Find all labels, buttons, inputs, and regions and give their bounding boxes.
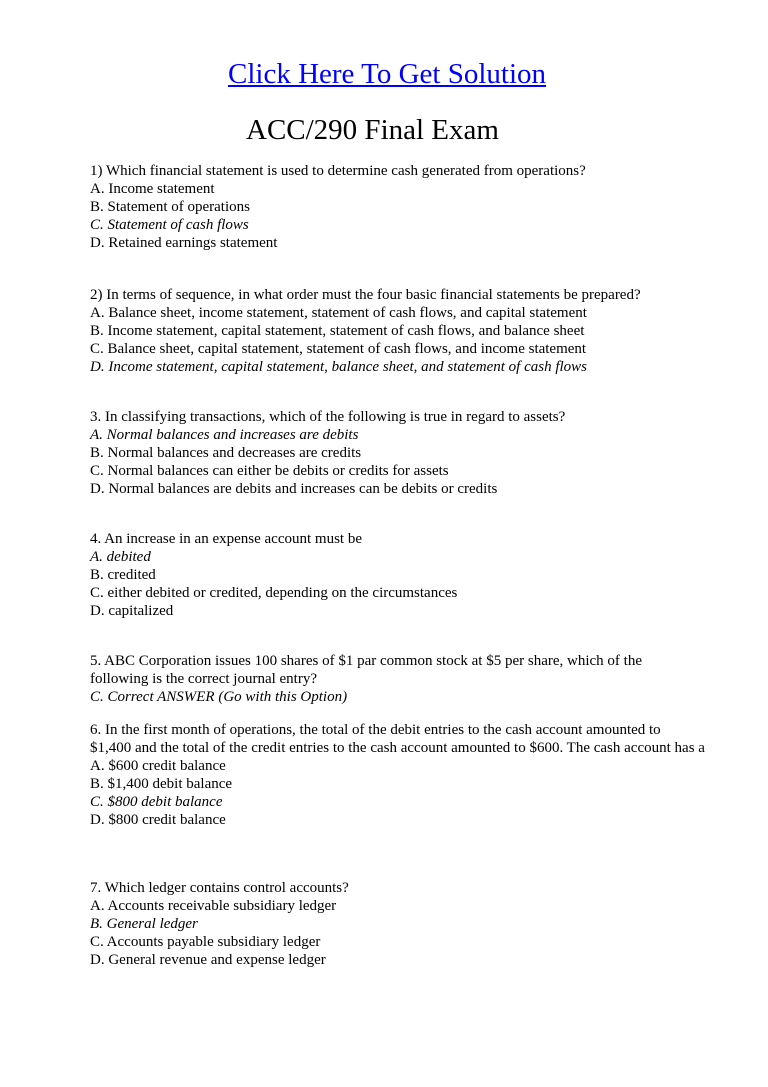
question-stem: 7. Which ledger contains control accounts? <box>90 880 349 896</box>
answer-option: D. $800 credit balance <box>90 812 226 828</box>
question-6 <box>90 721 705 829</box>
answer-option: D. Normal balances are debits and increases can be debits or credits <box>90 481 498 497</box>
answer-option: D. Retained earnings statement <box>90 235 278 251</box>
answer-option: A. Balance sheet, income statement, statement of cash flows, and capital statement <box>90 305 587 321</box>
question-stem: 6. In the first month of operations, the total of the debit entries to the cash account amounted to $1,400 and the total of the credit entries to the cash account amounted to $600. The cash account has a <box>90 722 705 756</box>
correct-answer-option: C. Statement of cash flows <box>90 217 249 233</box>
correct-answer-option: B. General ledger <box>90 916 198 932</box>
answer-option: B. Normal balances and decreases are credits <box>90 445 362 461</box>
answer-option: D. General revenue and expense ledger <box>90 952 326 968</box>
answer-option: A. $600 credit balance <box>90 758 226 774</box>
correct-answer-option: A. debited <box>90 549 151 565</box>
exam-title: ACC/290 Final Exam <box>246 114 499 146</box>
question-4 <box>90 530 730 620</box>
question-stem: 1) Which financial statement is used to determine cash generated from operations? <box>90 163 586 179</box>
answer-option: B. Income statement, capital statement, statement of cash flows, and balance sheet <box>90 323 585 339</box>
correct-answer-option: D. Income statement, capital statement, balance sheet, and statement of cash flows <box>90 359 587 375</box>
question-stem: 2) In terms of sequence, in what order must the four basic financial statements be prepared? <box>90 287 641 303</box>
get-solution-link[interactable]: Click Here To Get Solution <box>228 58 547 90</box>
correct-answer-option: A. Normal balances and increases are debits <box>90 427 359 443</box>
correct-answer-option: C. $800 debit balance <box>90 794 223 810</box>
question-3 <box>90 408 730 498</box>
answer-option: B. credited <box>90 567 156 583</box>
correct-answer-option: C. Correct ANSWER (Go with this Option) <box>90 689 348 705</box>
question-7 <box>90 879 730 969</box>
answer-option: B. $1,400 debit balance <box>90 776 233 792</box>
question-stem: 3. In classifying transactions, which of the following is true in regard to assets? <box>90 409 566 425</box>
question-2 <box>90 286 730 376</box>
answer-option: B. Statement of operations <box>90 199 250 215</box>
answer-option: C. Accounts payable subsidiary ledger <box>90 934 321 950</box>
question-5 <box>90 652 680 706</box>
answer-option: C. Balance sheet, capital statement, statement of cash flows, and income statement <box>90 341 587 357</box>
answer-option: C. either debited or credited, depending on the circumstances <box>90 585 458 601</box>
answer-option: A. Income statement <box>90 181 215 197</box>
question-stem: 4. An increase in an expense account must be <box>90 531 362 547</box>
answer-option: A. Accounts receivable subsidiary ledger <box>90 898 337 914</box>
answer-option: C. Normal balances can either be debits or credits for assets <box>90 463 449 479</box>
question-stem: 5. ABC Corporation issues 100 shares of $1 par common stock at $5 per share, which of the following is the correct journal entry? <box>90 653 642 687</box>
question-1 <box>90 162 730 252</box>
answer-option: D. capitalized <box>90 603 174 619</box>
